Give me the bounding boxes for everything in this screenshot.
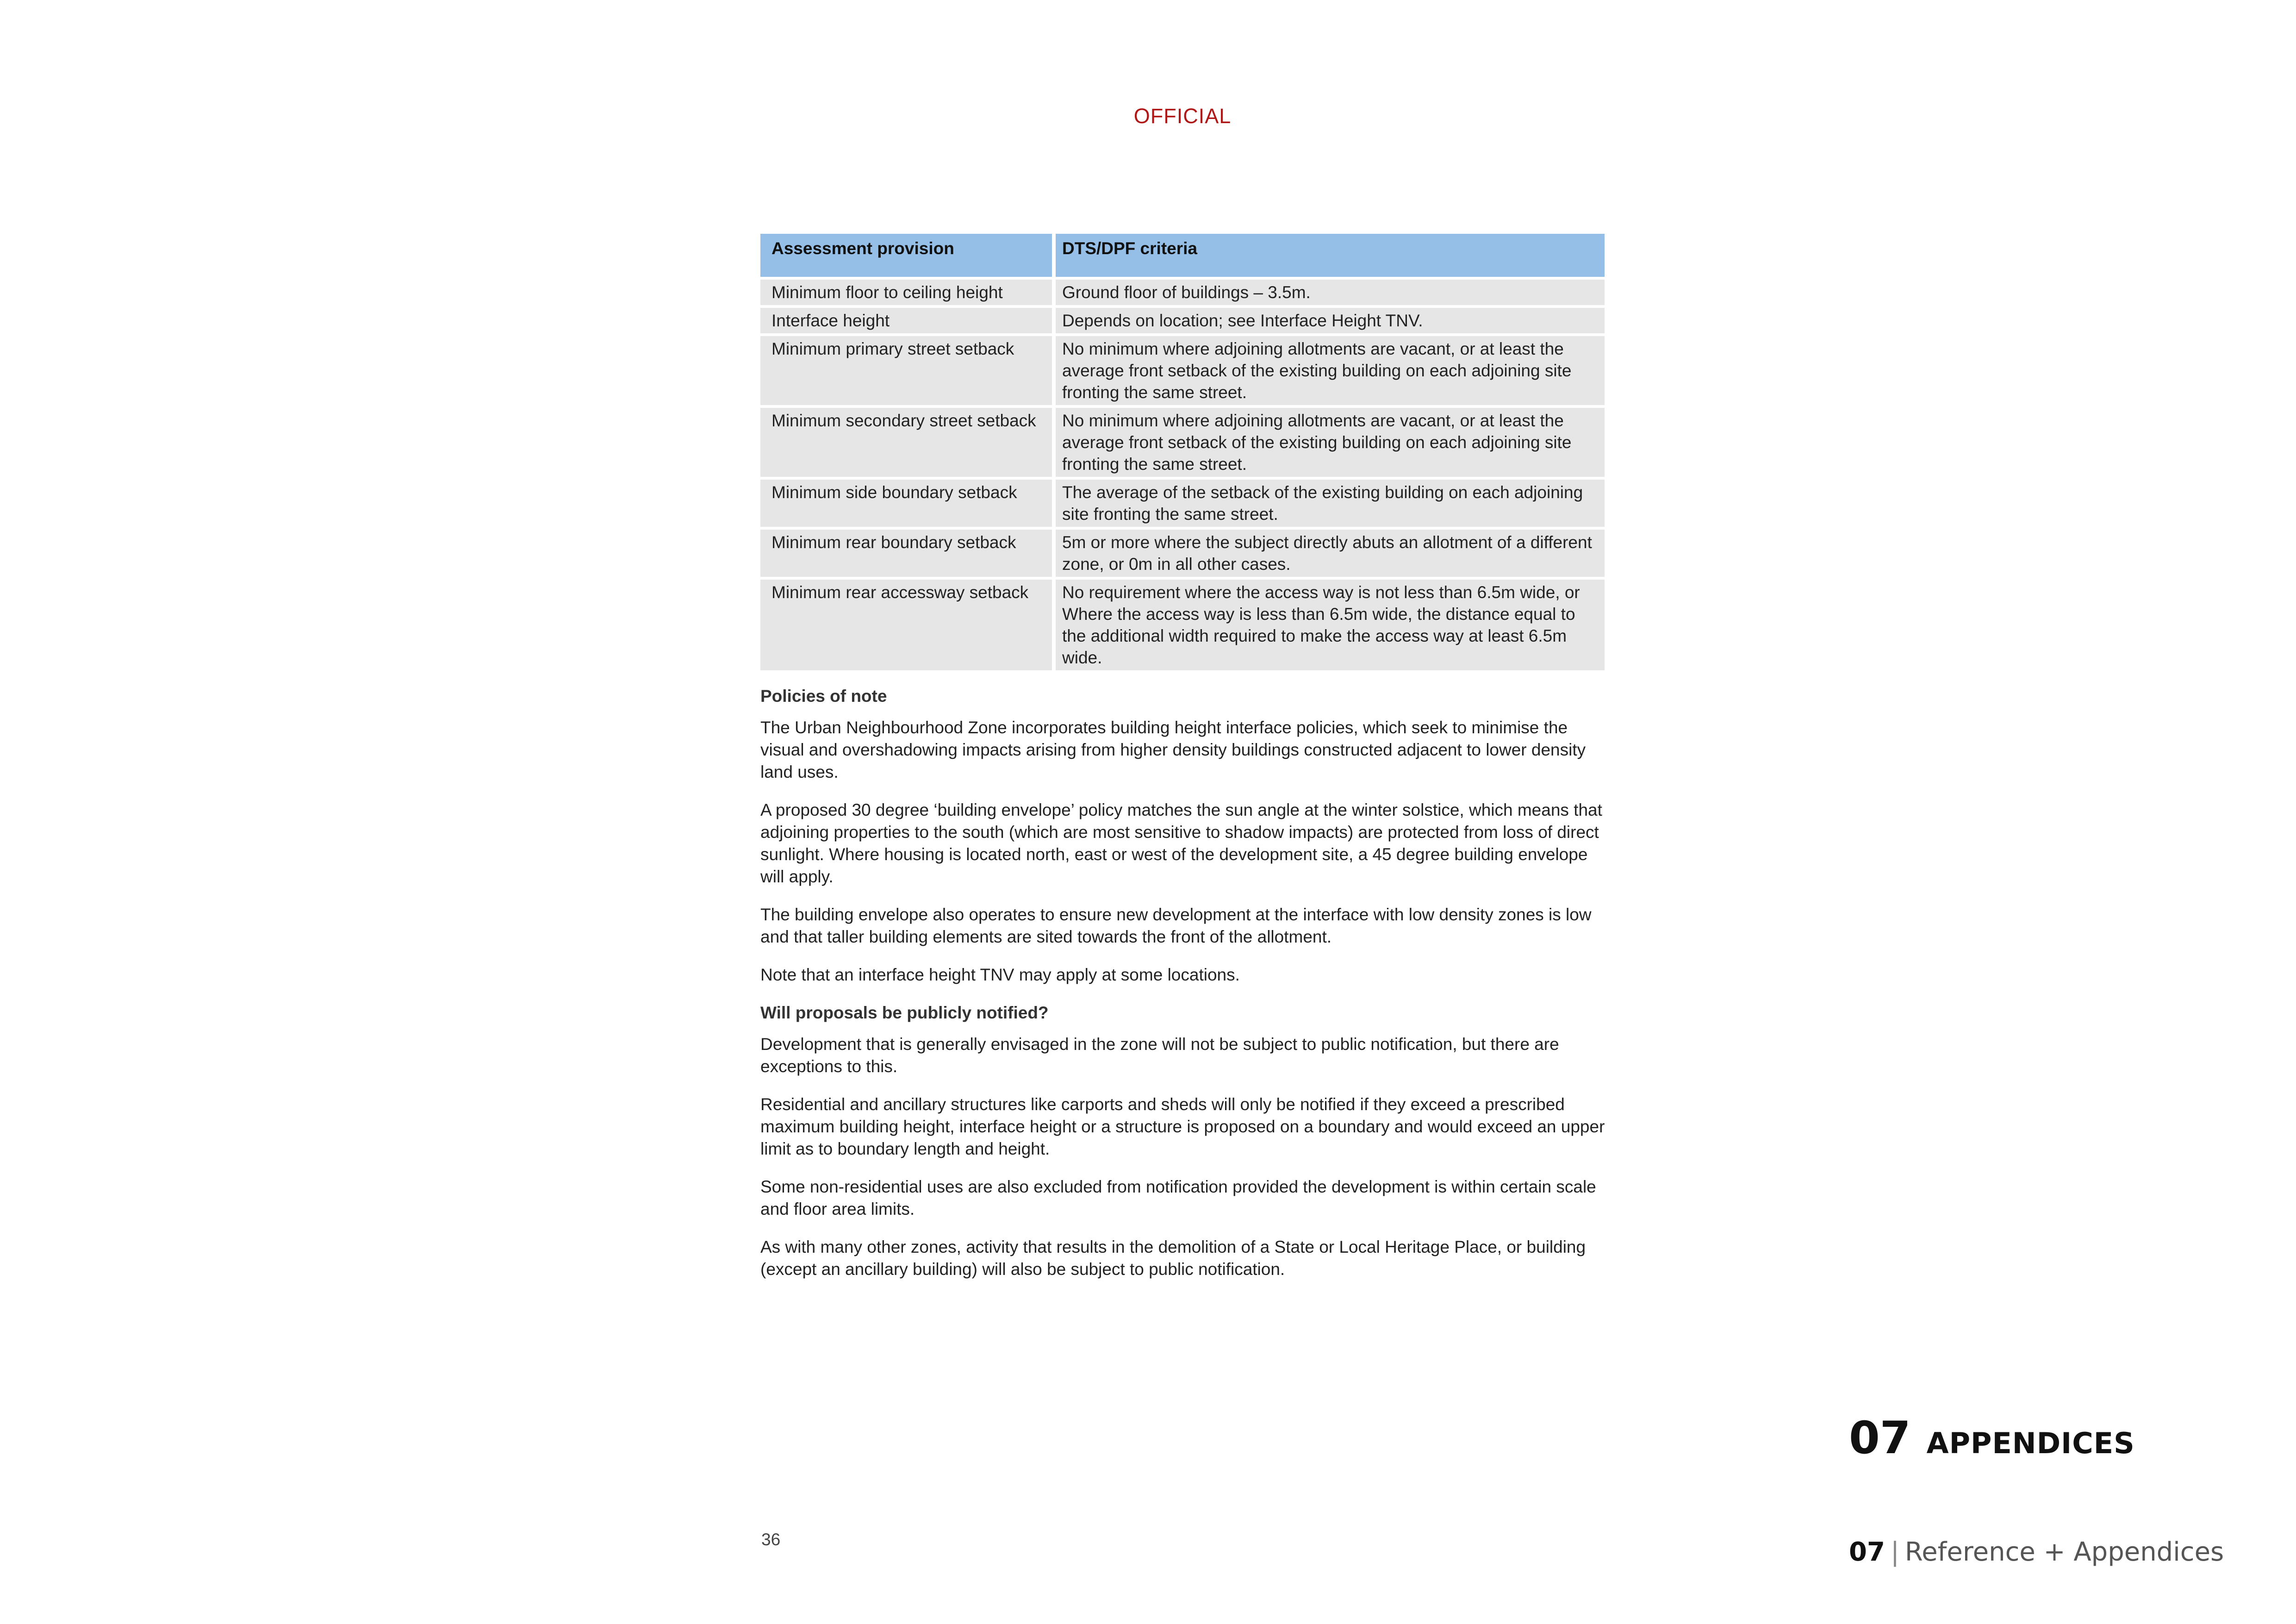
- table-row: [760, 530, 1605, 577]
- policies-heading: Policies of note: [760, 687, 887, 706]
- policies-paragraph: A proposed 30 degree ‘building envelope’ policy matches the sun angle at the winter solstice, which means that adjoining properties to the south (which are most sensitive to shadow impacts) are protected from loss of direct sunlight. Where housing is located north, east or west of the development site, a 45 degree building envelope will apply.: [760, 800, 1602, 886]
- table-row: [760, 308, 1605, 333]
- footer-section-number: 07: [1849, 1537, 1885, 1567]
- column-header-provision: Assessment provision: [760, 234, 1052, 277]
- policies-paragraph: The building envelope also operates to ensure new development at the interface with low density zones is low and that taller building elements are sited towards the front of the allotment.: [760, 905, 1592, 946]
- provision-cell: Minimum secondary street setback: [760, 408, 1052, 477]
- assessment-table: [760, 231, 1605, 673]
- table-row: [760, 336, 1605, 405]
- footer-breadcrumb: [1849, 1537, 2224, 1567]
- table-header-row: [760, 234, 1605, 277]
- criteria-cell: No minimum where adjoining allotments are vacant, or at least the average front setback of the existing building on each adjoining site fronting the same street.: [1052, 408, 1605, 477]
- notification-paragraph: Development that is generally envisaged in the zone will not be subject to public notification, but there are exceptions to this.: [760, 1035, 1559, 1076]
- section-heading: [1849, 1412, 2135, 1464]
- footer-separator: |: [1890, 1537, 1899, 1567]
- section-title: APPENDICES: [1926, 1426, 2135, 1460]
- provision-cell: Minimum side boundary setback: [760, 480, 1052, 527]
- table-row: [760, 280, 1605, 305]
- page-number: 36: [761, 1530, 781, 1549]
- notification-paragraph: As with many other zones, activity that results in the demolition of a State or Local Heritage Place, or building (except an ancillary building) will also be subject to public notification.: [760, 1237, 1586, 1279]
- notification-paragraph: Residential and ancillary structures like carports and sheds will only be notified if they exceed a prescribed maximum building height, interface height or a structure is proposed on a boundary and would exceed an upper limit as to boundary length and height.: [760, 1095, 1605, 1158]
- notification-heading: Will proposals be publicly notified?: [760, 1003, 1049, 1022]
- provision-cell: Minimum rear accessway setback: [760, 580, 1052, 670]
- criteria-cell: No requirement where the access way is not less than 6.5m wide, or Where the access way is less than 6.5m wide, the distance equal to the additional width required to make the access way at least 6.5m wide.: [1052, 580, 1605, 670]
- criteria-cell: No minimum where adjoining allotments are vacant, or at least the average front setback of the existing building on each adjoining site fronting the same street.: [1052, 336, 1605, 405]
- policies-paragraph: The Urban Neighbourhood Zone incorporates building height interface policies, which seek to minimise the visual and overshadowing impacts arising from higher density buildings constructed adjacent to lower density land uses.: [760, 718, 1586, 781]
- provision-cell: Minimum floor to ceiling height: [760, 280, 1052, 305]
- criteria-cell: The average of the setback of the existing building on each adjoining site fronting the same street.: [1052, 480, 1605, 527]
- page-content: [760, 234, 1607, 1296]
- criteria-cell: Depends on location; see Interface Height TNV.: [1052, 308, 1605, 333]
- table-row: [760, 408, 1605, 477]
- column-header-criteria: DTS/DPF criteria: [1052, 234, 1605, 277]
- footer-section-label: Reference + Appendices: [1904, 1537, 2224, 1567]
- provision-cell: Minimum primary street setback: [760, 336, 1052, 405]
- classification-label: OFFICIAL: [1133, 104, 1232, 128]
- provision-cell: Interface height: [760, 308, 1052, 333]
- provision-cell: Minimum rear boundary setback: [760, 530, 1052, 577]
- table-row: [760, 580, 1605, 670]
- policies-paragraph: Note that an interface height TNV may apply at some locations.: [760, 965, 1240, 984]
- criteria-cell: Ground floor of buildings – 3.5m.: [1052, 280, 1605, 305]
- section-number: 07: [1849, 1412, 1911, 1464]
- notification-paragraph: Some non-residential uses are also excluded from notification provided the development is within certain scale and floor area limits.: [760, 1177, 1596, 1218]
- table-row: [760, 480, 1605, 527]
- body-text: [760, 685, 1607, 1280]
- criteria-cell: 5m or more where the subject directly abuts an allotment of a different zone, or 0m in all other cases.: [1052, 530, 1605, 577]
